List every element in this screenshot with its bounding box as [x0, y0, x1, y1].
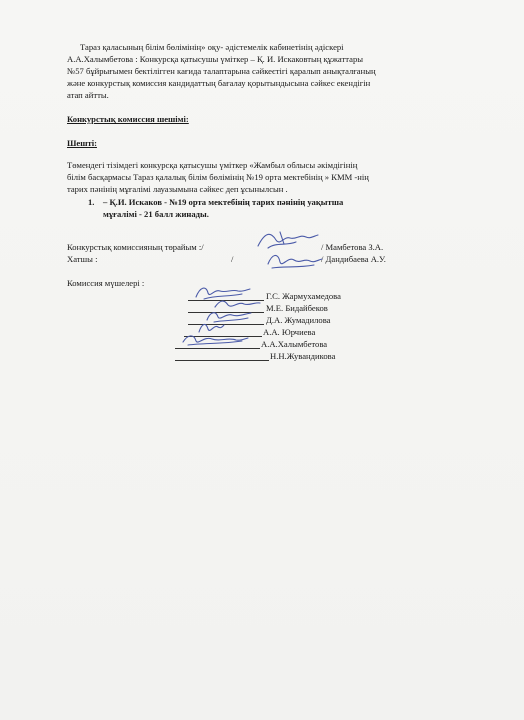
secretary-signature-icon: [262, 250, 324, 272]
chair-signature-icon: [250, 228, 320, 252]
secretary-name: / Дандибаева А.У.: [321, 254, 386, 264]
secretary-slash: /: [231, 254, 234, 264]
intro-line-3: №57 бұйрығымен бектілігген кағида талаптарына сәйкеєтігі қаралып анықталғаның: [67, 66, 376, 76]
members-label: Комиссия мүшелері :: [67, 278, 145, 288]
intro-line-1: Тараз қаласының білім бөлімінің» оқу- әдістемелік кабинетінің әдіскері: [80, 42, 344, 52]
resolution-line-2: білім басқармасы Тараз қалалық білім бөлімінің №19 орта мектебінің » КММ -нің: [67, 172, 369, 182]
resolution-line-1: Төмендегі тізімдегі конкурсқа қатысушы үміткер «Жамбыл облысы әкімдігінің: [67, 160, 358, 170]
intro-line-5: атап айтты.: [67, 90, 109, 100]
member-signature-line: [175, 360, 269, 361]
member-name: М.Е. Бидайбеков: [266, 303, 328, 313]
member-name: А.А. Юрчиева: [263, 327, 316, 337]
resolution-line-3: тарих пәнінің мұғалімі лауазымына сәйкес деп ұсынылсын .: [67, 184, 288, 194]
list-item-line-2: мұғалімі - 21 балл жинады.: [103, 209, 209, 219]
decision-heading: Конкурстық комиссия шешімі:: [67, 114, 189, 124]
member-name: Г.С. Жармухамедова: [266, 291, 341, 301]
intro-line-4: және конкурстық комиссия кандидаттың бағалау қорытындысына сәйкес екендігін: [67, 78, 371, 88]
chair-name: / Мамбетова З.А.: [321, 242, 384, 252]
chair-label: Конкурстық комиссияның төрайым :/: [67, 242, 204, 252]
member-signature-icon: [180, 332, 250, 348]
resolved-heading: Шешті:: [67, 138, 97, 148]
member-name: Н.Н.Жувандикова: [270, 351, 336, 361]
member-name: А.А.Халымбетова: [261, 339, 328, 349]
intro-line-2: А.А.Халымбетова : Конкурсқа қатысушы үміткер – Қ. И. Искаковтың құжаттары: [67, 54, 364, 64]
list-item-line-1: – Қ.И. Искаков - №19 орта мектебінің тарих пәнінің уақытша: [103, 197, 344, 207]
member-signature-line: [175, 348, 260, 349]
secretary-label: Хатшы :: [67, 254, 98, 264]
list-item-number: 1.: [88, 197, 95, 207]
member-name: Д.А. Жумадилова: [266, 315, 331, 325]
